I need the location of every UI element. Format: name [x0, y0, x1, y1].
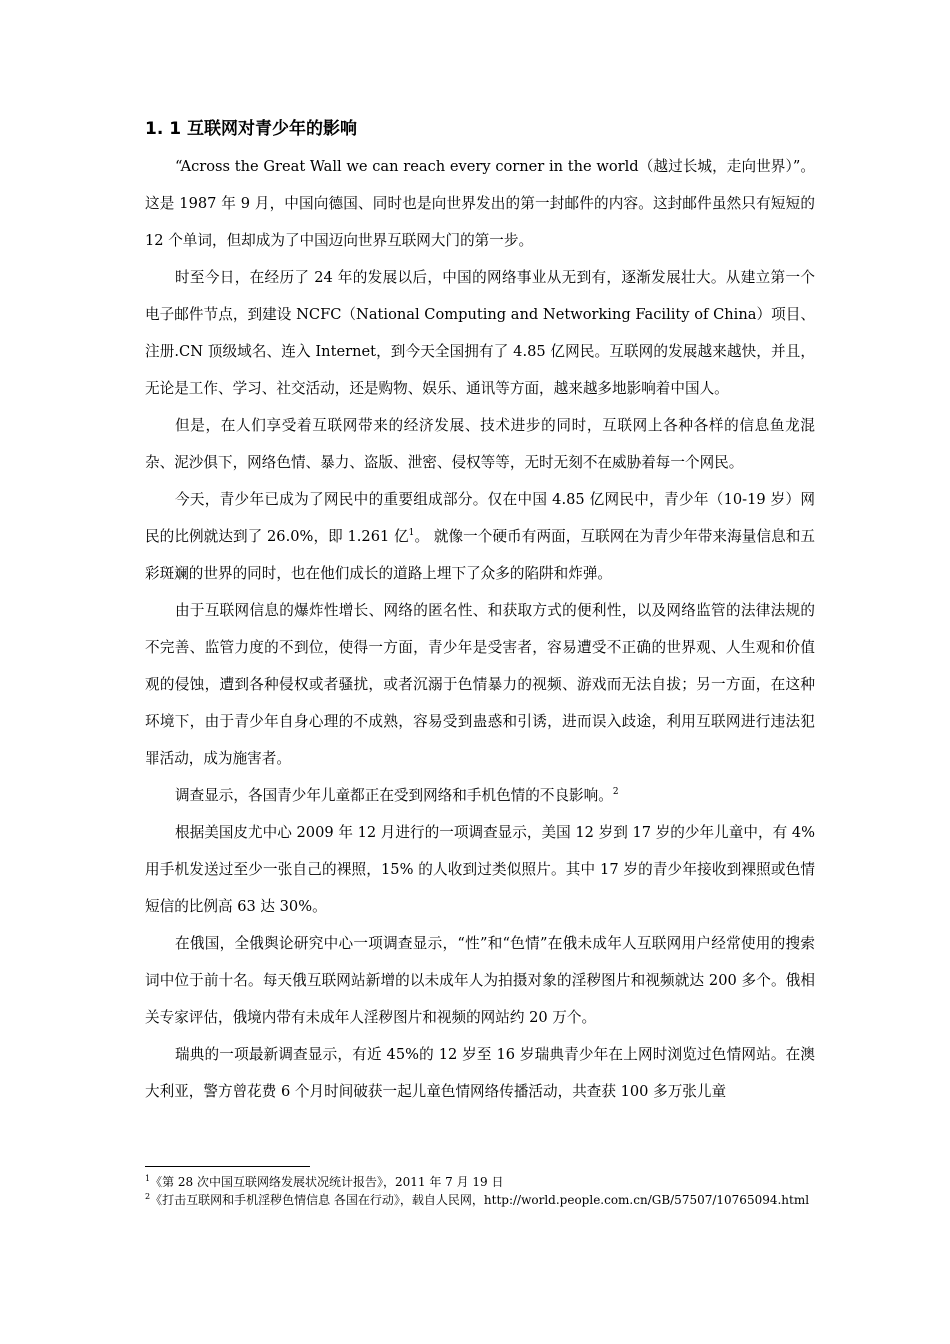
paragraph: 但是，在人们享受着互联网带来的经济发展、技术进步的同时，互联网上各种各样的信息鱼龙混杂、泥沙俱下，网络色情、暴力、盗版、泄密、侵权等等，无时无刻不在威胁着每一个网民。 [145, 417, 815, 471]
footnote-text: 《第 28 次中国互联网络发展状况统计报告》，2011 年 7 月 19 日 [150, 1175, 504, 1189]
paragraph: 由于互联网信息的爆炸性增长、网络的匿名性、和获取方式的便利性，以及网络监管的法律法规的不完善、监管力度的不到位，使得一方面，青少年是受害者，容易遭受不正确的世界观、人生观和价值观的侵蚀，遭到各种侵权或者骚扰，或者沉溺于色情暴力的视频、游戏而无法自拔；另一方面，在这种环境下，由于青少年自身心理的不成熟，容易受到蛊惑和引诱，进而误入歧途，利用互联网进行违法犯罪活动，成为施害者。 [145, 602, 815, 767]
paragraph-text: 今天，青少年已成为了网民中的重要组成部分。仅在中国 4.85 亿网民中，青少年（10-19 岁）网民的比例就达到了 26.0%，即 1.261 亿 [145, 491, 815, 545]
paragraph [145, 777, 815, 814]
paragraph: 根据美国皮尤中心 2009 年 12 月进行的一项调查显示，美国 12 岁到 17 岁的少年儿童中，有 4%用手机发送过至少一张自己的裸照，15% 的人收到过类似照片。其中 17 岁的青少年接收到裸照或色情短信的比例高 63 达 30%。 [145, 824, 815, 915]
footnote-ref[interactable]: 1 [408, 528, 415, 539]
document-body [145, 116, 815, 1110]
paragraph-text: 。 就像一个硬币有两面，互联网在为青少年带来海量信息和五彩斑斓的世界的同时，也在他们成长的道路上埋下了众多的陷阱和炸弹。 [145, 528, 815, 582]
footnote-separator [145, 1166, 310, 1167]
footnote-text[interactable]: 《打击互联网和手机淫秽色情信息 各国在行动》，载自人民网，http://world.people.com.cn/GB/57507/10765094.html [150, 1193, 810, 1207]
paragraph: 瑞典的一项最新调查显示，有近 45%的 12 岁至 16 岁瑞典青少年在上网时浏览过色情网站。在澳大利亚，警方曾花费 6 个月时间破获一起儿童色情网络传播活动，共查获 100 多万张儿童 [145, 1046, 815, 1100]
footnote-number: 1 [145, 1174, 151, 1183]
footnote [145, 1173, 815, 1191]
paragraph: “Across the Great Wall we can reach every corner in the world（越过长城，走向世界）”。这是 1987 年 9 月，中国向德国、同时也是向世界发出的第一封邮件的内容。这封邮件虽然只有短短的 12 个单词，但却成为了中国迈向世界互联网大门的第一步。 [145, 158, 815, 249]
footnote-number: 2 [145, 1192, 151, 1201]
paragraph [145, 481, 815, 592]
paragraph: 在俄国，全俄舆论研究中心一项调查显示，“性”和“色情”在俄未成年人互联网用户经常使用的搜索词中位于前十名。每天俄互联网站新增的以未成年人为拍摄对象的淫秽图片和视频就达 200 多个。俄相关专家评估，俄境内带有未成年人淫秽图片和视频的网站约 20 万个。 [145, 935, 815, 1026]
footnote [145, 1191, 815, 1209]
footnote-ref[interactable]: 2 [612, 787, 619, 798]
footnotes [145, 1166, 815, 1209]
paragraph: 时至今日，在经历了 24 年的发展以后，中国的网络事业从无到有，逐渐发展壮大。从建立第一个电子邮件节点，到建设 NCFC（National Computing and Networking Facility of China）项目、注册.CN 顶级域名、连入 Internet，到今天全国拥有了 4.85 亿网民。互联网的发展越来越快，并且，无论是工作、学习、社交活动，还是购物、娱乐、通讯等方面，越来越多地影响着中国人。 [145, 269, 815, 397]
section-heading: 1. 1 互联网对青少年的影响 [145, 119, 357, 139]
paragraph-text: 调查显示，各国青少年儿童都正在受到网络和手机色情的不良影响。 [175, 787, 613, 804]
